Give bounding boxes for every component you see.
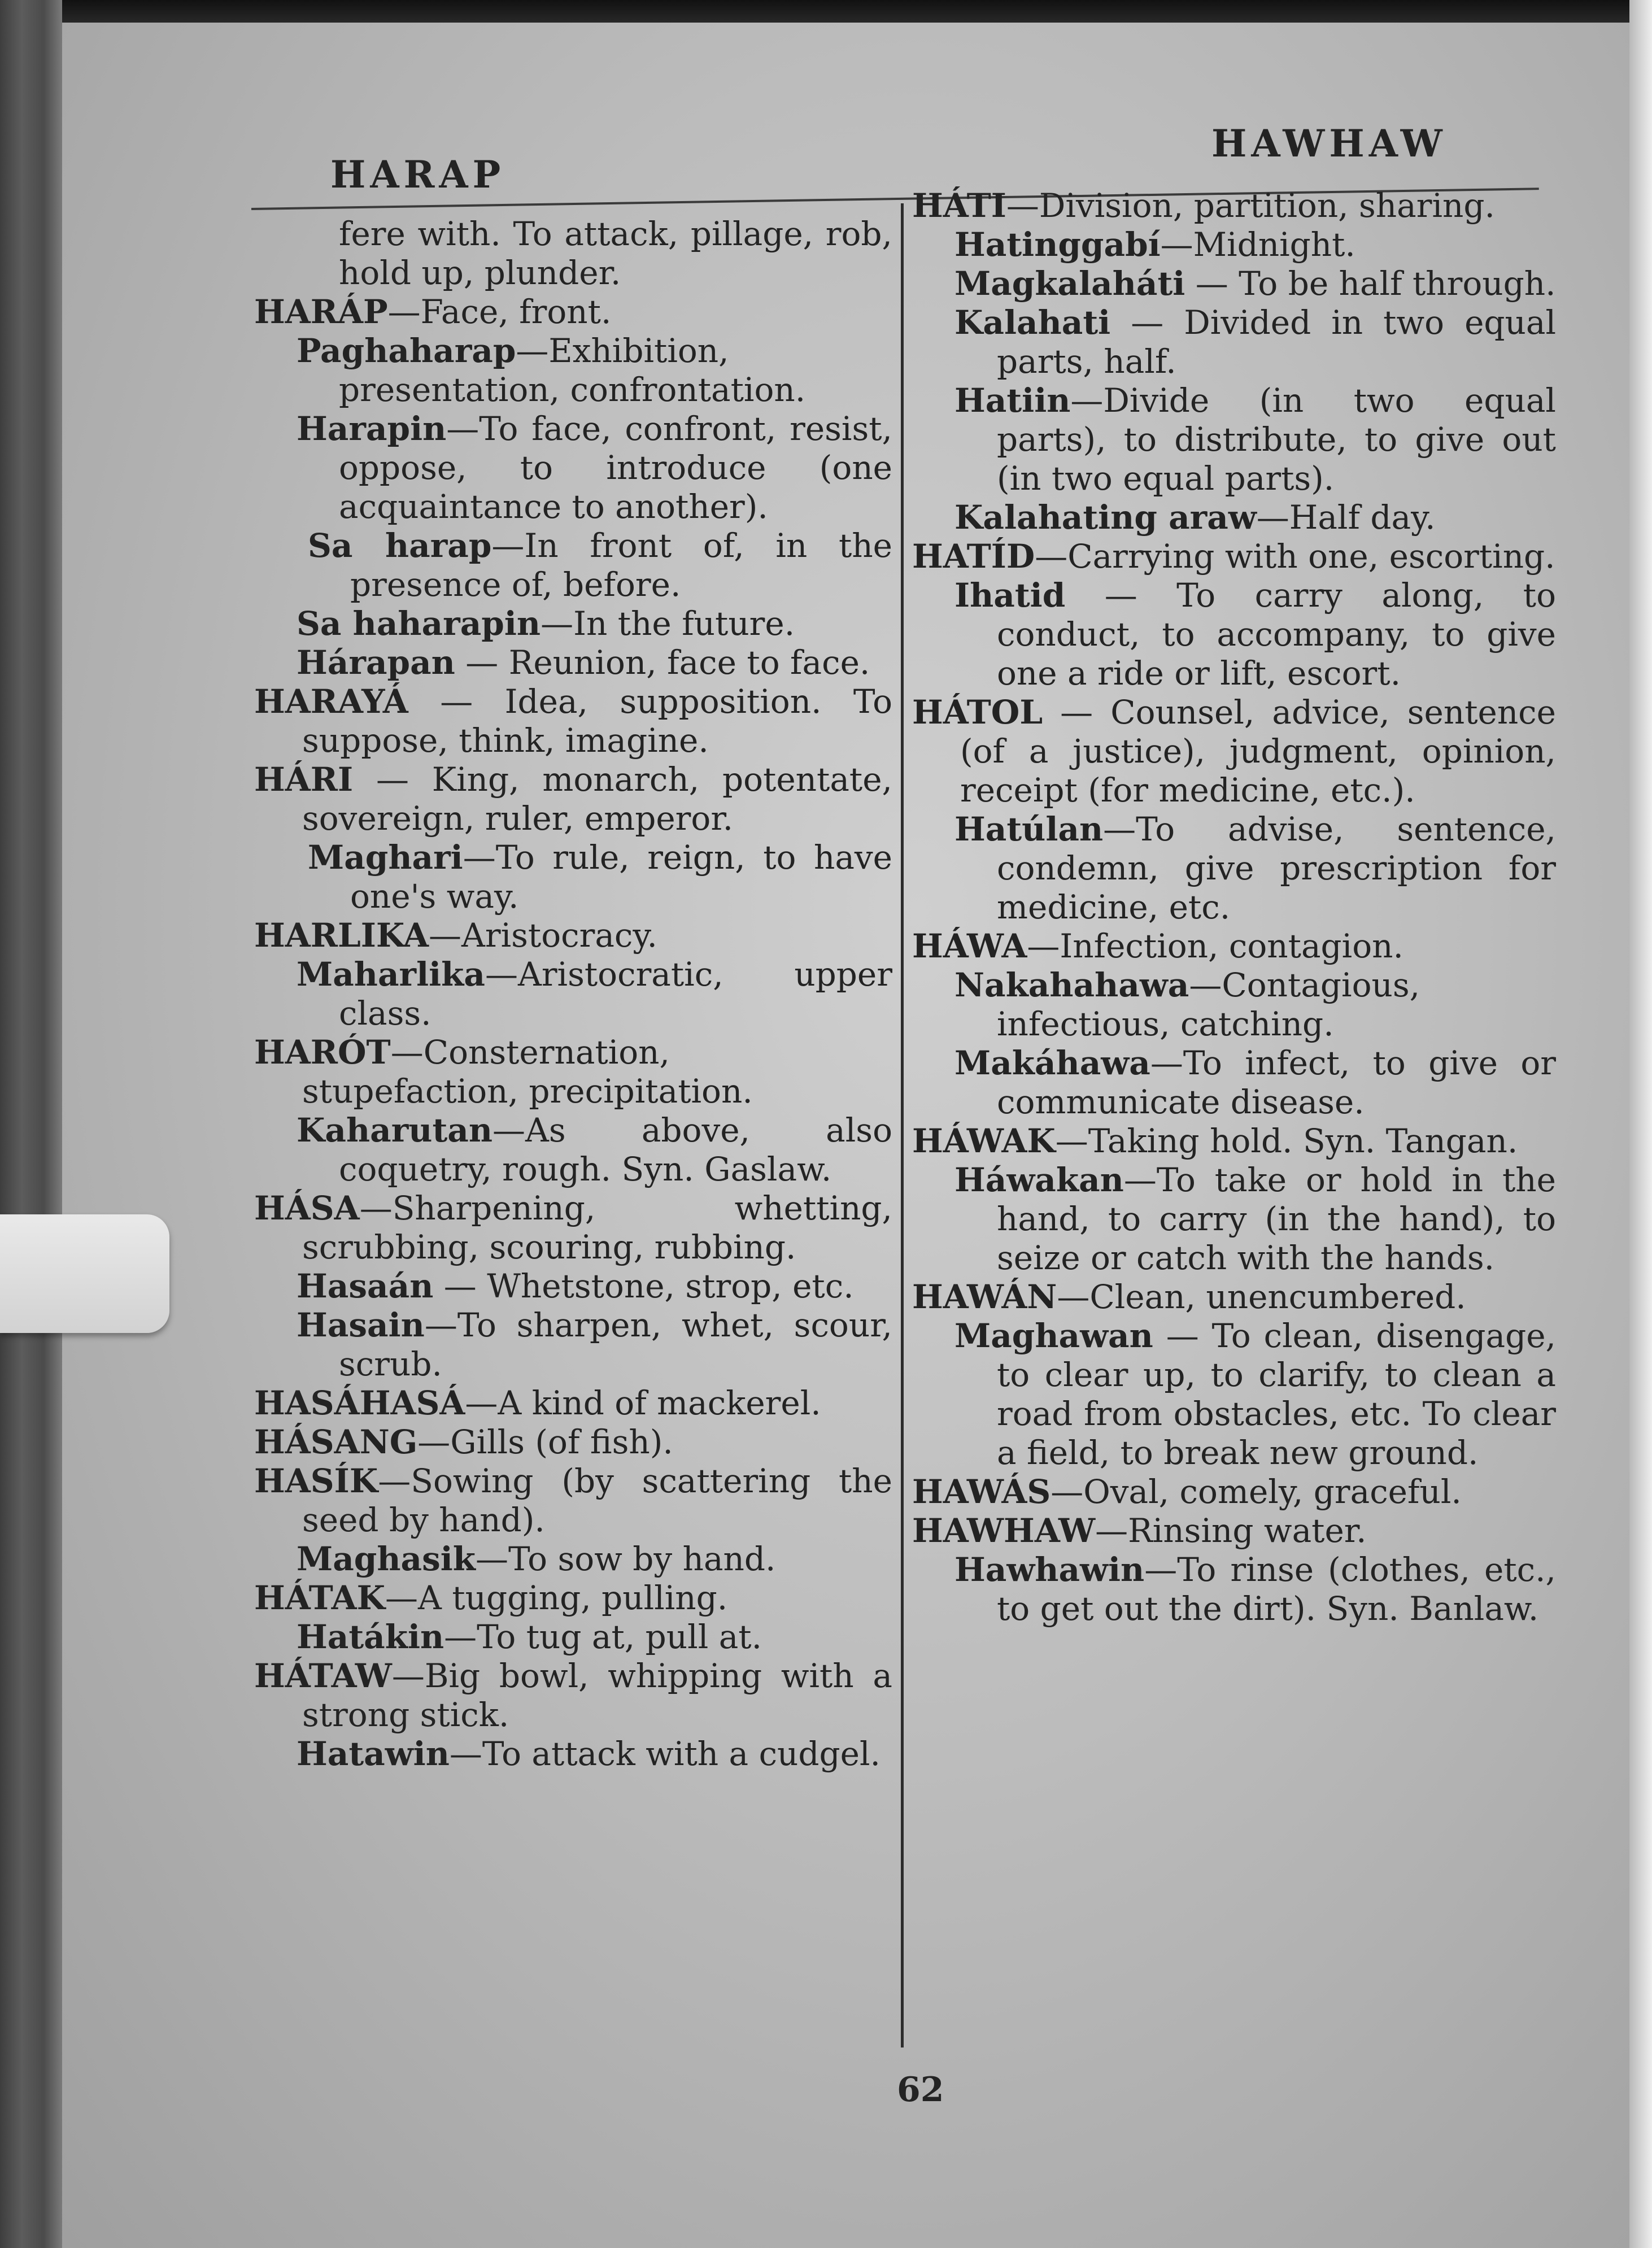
dictionary-entry bbox=[254, 293, 892, 332]
dictionary-subentry bbox=[254, 1618, 892, 1657]
page-edge bbox=[1629, 0, 1652, 2248]
entry-definition: —Aristocracy. bbox=[428, 916, 657, 955]
running-head-right: HAWHAW bbox=[1211, 121, 1447, 165]
dictionary-subentry bbox=[254, 955, 892, 1033]
entry-definition: —Face, front. bbox=[387, 293, 612, 331]
dictionary-entry bbox=[912, 537, 1556, 576]
entry-definition: — Divided in two equal parts, half. bbox=[997, 303, 1556, 381]
dictionary-subentry bbox=[912, 1317, 1556, 1472]
entry-headword: HARÁP bbox=[254, 293, 388, 331]
entry-definition: —To tug at, pull at. bbox=[444, 1618, 762, 1656]
dictionary-entry bbox=[254, 1384, 892, 1423]
dictionary-entry bbox=[254, 760, 892, 838]
entry-definition: —As above, also coquetry, rough. Syn. Gaslaw. bbox=[339, 1111, 892, 1188]
entry-headword: HAWÁN bbox=[912, 1278, 1057, 1316]
entry-definition: —Sowing (by scattering the seed by hand). bbox=[302, 1462, 892, 1539]
entry-definition: — Counsel, advice, sentence (of a justice), judgment, opinion, receipt (for medicine, etc.). bbox=[960, 693, 1556, 809]
entry-definition: —Contagious, infectious, catching. bbox=[997, 966, 1420, 1043]
dictionary-entry bbox=[912, 186, 1556, 225]
entry-headword: Maghawan bbox=[954, 1317, 1153, 1355]
entry-headword: Nakahahawa bbox=[954, 966, 1189, 1004]
entry-headword: HÁSA bbox=[254, 1189, 360, 1227]
dictionary-entry bbox=[254, 1657, 892, 1735]
entry-definition: — To carry along, to conduct, to accompany, to give one a ride or lift, escort. bbox=[997, 576, 1556, 692]
left-column bbox=[254, 215, 892, 1774]
entry-definition: —Rinsing water. bbox=[1095, 1511, 1367, 1550]
dictionary-subentry bbox=[254, 643, 892, 682]
entry-definition: —To take or hold in the hand, to carry (in the hand), to seize or catch with the hands. bbox=[997, 1161, 1556, 1277]
entry-headword: Makáhawa bbox=[954, 1044, 1150, 1082]
dictionary-subentry bbox=[254, 332, 892, 409]
dictionary-subentry bbox=[912, 1161, 1556, 1278]
book-spine bbox=[0, 0, 62, 2248]
entry-headword: HARAYÁ bbox=[254, 682, 408, 721]
entry-definition: —To rinse (clothes, etc., to get out the dirt). Syn. Banlaw. bbox=[997, 1550, 1556, 1628]
dictionary-entry bbox=[912, 693, 1556, 810]
entry-headword: Harapin bbox=[297, 409, 447, 448]
dictionary-subentry bbox=[912, 225, 1556, 264]
dictionary-entry bbox=[912, 1472, 1556, 1511]
entry-headword: Kalahati bbox=[954, 303, 1111, 342]
entry-definition: —Sharpening, whetting, scrubbing, scouring, rubbing. bbox=[302, 1189, 892, 1266]
dictionary-subentry bbox=[254, 1111, 892, 1189]
dictionary-subentry bbox=[912, 1550, 1556, 1628]
dictionary-subentry bbox=[254, 1306, 892, 1384]
dictionary-subentry bbox=[912, 966, 1556, 1044]
entry-definition: —Taking hold. Syn. Tangan. bbox=[1055, 1122, 1518, 1160]
entry-headword: HASÁHASÁ bbox=[254, 1384, 465, 1422]
entry-definition: — Whetstone, strop, etc. bbox=[433, 1267, 854, 1305]
entry-headword: Hatiin bbox=[954, 381, 1071, 420]
entry-definition: —Divide (in two equal parts), to distribute, to give out (in two equal parts). bbox=[997, 381, 1556, 498]
entry-definition: —Infection, contagion. bbox=[1027, 927, 1403, 965]
entry-headword: Hasaán bbox=[297, 1267, 434, 1305]
entry-headword: HAWÁS bbox=[912, 1472, 1051, 1511]
entry-headword: Paghaharap bbox=[297, 332, 516, 370]
entry-headword: HAWHAW bbox=[912, 1511, 1096, 1550]
dictionary-subentry bbox=[912, 576, 1556, 693]
entry-definition: —In front of, in the presence of, before. bbox=[350, 526, 892, 604]
bookmark-ribbon bbox=[0, 1214, 169, 1333]
page-number: 62 bbox=[897, 2070, 944, 2110]
entry-headword: HÁSANG bbox=[254, 1423, 418, 1461]
entry-definition: —Clean, unencumbered. bbox=[1057, 1278, 1466, 1316]
entry-definition: —Aristocratic, upper class. bbox=[339, 955, 892, 1032]
dictionary-entry bbox=[254, 1189, 892, 1267]
dictionary-subentry bbox=[912, 1044, 1556, 1122]
entry-definition: —To sharpen, whet, scour, scrub. bbox=[339, 1306, 892, 1383]
dictionary-entry bbox=[912, 1511, 1556, 1550]
entry-definition: —To attack with a cudgel. bbox=[449, 1735, 881, 1773]
entry-headword: HÁTAW bbox=[254, 1657, 392, 1695]
entry-headword: HÁWAK bbox=[912, 1122, 1056, 1160]
entry-definition: —Exhibition, presentation, confrontation. bbox=[339, 332, 806, 409]
entry-definition: — Idea, supposition. To suppose, think, imagine. bbox=[302, 682, 892, 760]
entry-headword: Ihatid bbox=[954, 576, 1066, 615]
dictionary-entry bbox=[254, 916, 892, 955]
entry-headword: Hatákin bbox=[297, 1618, 444, 1656]
entry-definition: —Half day. bbox=[1256, 498, 1436, 537]
entry-definition: —To rule, reign, to have one's way. bbox=[350, 838, 892, 916]
entry-headword: Sa harap bbox=[308, 526, 492, 565]
entry-definition: —To advise, sentence, condemn, give prescription for medicine, etc. bbox=[997, 810, 1556, 926]
dictionary-subentry bbox=[254, 409, 892, 526]
dictionary-entry bbox=[912, 1278, 1556, 1317]
entry-headword: HARLIKA bbox=[254, 916, 429, 955]
entry-definition: — To be half through. bbox=[1185, 264, 1556, 303]
dictionary-entry bbox=[912, 927, 1556, 966]
entry-headword: HÁTI bbox=[912, 186, 1006, 225]
entry-definition: — To clean, disengage, to clear up, to clarify, to clean a road from obstacles, etc. To clear a field, to break new ground. bbox=[997, 1317, 1556, 1472]
dictionary-subentry bbox=[912, 381, 1556, 498]
entry-definition: —Consternation, stupefaction, precipitation. bbox=[302, 1033, 753, 1110]
dictionary-entry bbox=[912, 1122, 1556, 1161]
entry-headword: Háwakan bbox=[954, 1161, 1124, 1199]
dictionary-entry: fere with. To attack, pillage, rob, hold up, plunder. bbox=[339, 215, 892, 292]
dictionary-subentry bbox=[254, 1267, 892, 1306]
dictionary-subentry bbox=[254, 604, 892, 643]
dictionary-entry bbox=[254, 1462, 892, 1540]
entry-headword: Hárapan bbox=[297, 643, 455, 682]
right-column bbox=[912, 186, 1556, 1628]
entry-headword: Hawhawin bbox=[954, 1550, 1145, 1589]
entry-headword: Hasain bbox=[297, 1306, 425, 1344]
dictionary-subentry bbox=[912, 810, 1556, 927]
entry-headword: HÁTOL bbox=[912, 693, 1043, 731]
entry-headword: Kalahating araw bbox=[954, 498, 1257, 537]
entry-definition: —Division, partition, sharing. bbox=[1006, 186, 1495, 225]
dictionary-entry bbox=[254, 1423, 892, 1462]
entry-headword: HÁRI bbox=[254, 760, 354, 799]
dictionary-subentry bbox=[912, 303, 1556, 381]
entry-definition: —In the future. bbox=[541, 604, 795, 643]
entry-headword: HARÓT bbox=[254, 1033, 391, 1071]
entry-definition: —A kind of mackerel. bbox=[465, 1384, 821, 1422]
entry-definition: —Midnight. bbox=[1160, 225, 1355, 264]
dictionary-entry bbox=[254, 682, 892, 760]
dictionary-subentry bbox=[254, 526, 892, 604]
entry-headword: Kaharutan bbox=[297, 1111, 493, 1149]
entry-headword: HÁTAK bbox=[254, 1579, 386, 1617]
entry-definition: — King, monarch, potentate, sovereign, ruler, emperor. bbox=[302, 760, 892, 838]
dictionary-subentry bbox=[254, 1735, 892, 1774]
dictionary-subentry bbox=[254, 1540, 892, 1579]
dictionary-subentry bbox=[912, 498, 1556, 537]
dictionary-entry bbox=[254, 1033, 892, 1111]
dictionary-subentry bbox=[254, 838, 892, 916]
entry-definition: —A tugging, pulling. bbox=[385, 1579, 728, 1617]
entry-headword: Maghasik bbox=[297, 1540, 476, 1578]
entry-headword: HATÍD bbox=[912, 537, 1035, 576]
running-head-left: HARAP bbox=[330, 153, 505, 197]
entry-definition: —Big bowl, whipping with a strong stick. bbox=[302, 1657, 892, 1734]
dictionary-subentry bbox=[912, 264, 1556, 303]
entry-headword: Maghari bbox=[308, 838, 463, 877]
entry-definition: — Reunion, face to face. bbox=[455, 643, 870, 682]
entry-definition: —Gills (of fish). bbox=[417, 1423, 673, 1461]
entry-headword: Sa haharapin bbox=[297, 604, 541, 643]
entry-definition: —To face, confront, resist, oppose, to introduce (one acquaintance to another). bbox=[339, 409, 892, 526]
entry-headword: Maharlika bbox=[297, 955, 485, 994]
entry-headword: Hatinggabí bbox=[954, 225, 1161, 264]
entry-definition: —To infect, to give or communicate disease. bbox=[997, 1044, 1556, 1121]
entry-headword: Magkalaháti bbox=[954, 264, 1185, 303]
entry-definition: —Carrying with one, escorting. bbox=[1035, 537, 1555, 576]
dictionary-entry bbox=[254, 1579, 892, 1618]
entry-headword: HÁWA bbox=[912, 927, 1027, 965]
entry-definition: —Oval, comely, graceful. bbox=[1051, 1472, 1462, 1511]
entry-definition: —To sow by hand. bbox=[475, 1540, 776, 1578]
column-divider bbox=[901, 203, 904, 2047]
entry-headword: Hatawin bbox=[297, 1735, 450, 1773]
entry-headword: HASÍK bbox=[254, 1462, 378, 1500]
entry-headword: Hatúlan bbox=[954, 810, 1104, 848]
